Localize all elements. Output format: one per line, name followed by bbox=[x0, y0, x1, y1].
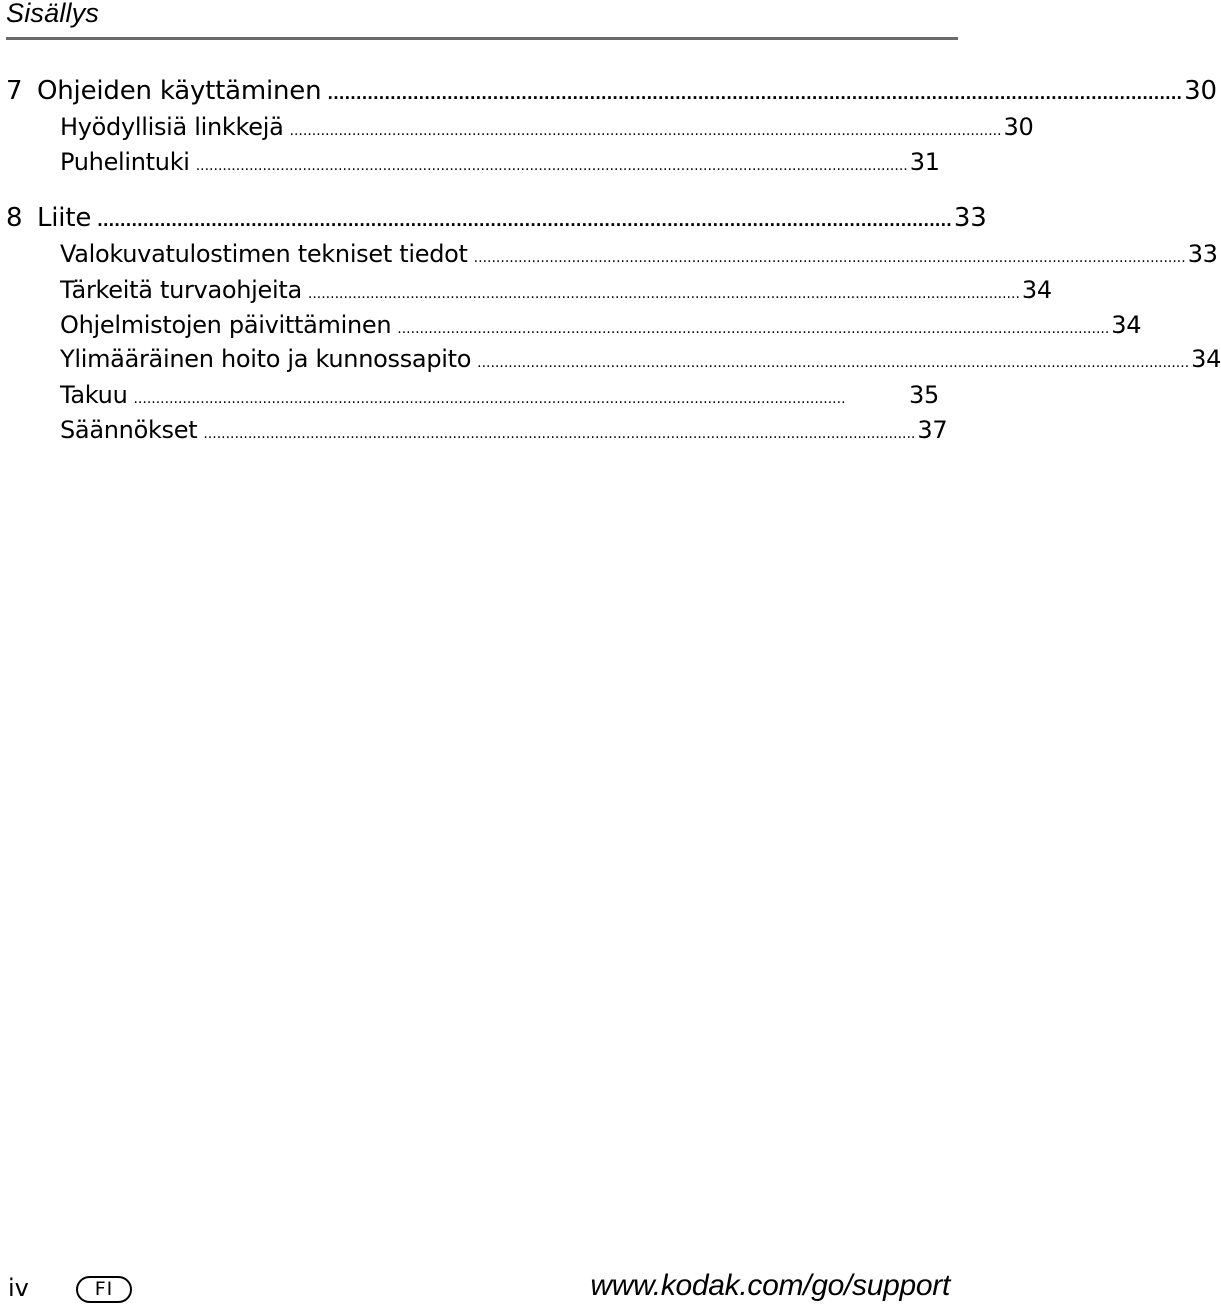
support-url-link[interactable]: www.kodak.com/go/support bbox=[590, 1269, 950, 1302]
toc-entry-regulations[interactable] bbox=[60, 413, 948, 451]
entry-title: Takuu bbox=[60, 381, 128, 409]
chapter-page-number: 30 bbox=[1184, 76, 1217, 106]
entry-title: Hyödyllisiä linkkejä bbox=[60, 113, 284, 141]
dot-leader: ................................................................................................................................................................ bbox=[397, 321, 1110, 337]
dot-leader: ................................................................................................................................................................ bbox=[473, 250, 1186, 266]
entry-page-number: 34 bbox=[1191, 345, 1221, 373]
dot-leader: ................................................................................................................................................................ bbox=[203, 426, 916, 442]
entry-title: Ylimääräinen hoito ja kunnossapito bbox=[60, 345, 472, 373]
toc-chapter-7[interactable] bbox=[6, 74, 1217, 111]
dot-leader: ...................................................................................................................................................... bbox=[327, 85, 1183, 103]
toc-entry-warranty[interactable] bbox=[60, 378, 939, 416]
dot-leader: ................................................................................................................................................................ bbox=[195, 158, 908, 174]
dot-leader: ................................................................................................................................................................ bbox=[307, 286, 1020, 302]
dot-leader: ................................................................................................................................................................ bbox=[133, 391, 846, 407]
entry-page-number: 35 bbox=[909, 381, 939, 409]
entry-title: Ohjelmistojen päivittäminen bbox=[60, 311, 392, 339]
entry-page-number: 30 bbox=[1003, 113, 1034, 141]
toc-entry-software-update[interactable] bbox=[60, 308, 1142, 346]
language-badge: FI bbox=[76, 1276, 132, 1303]
entry-title: Puhelintuki bbox=[60, 148, 190, 176]
entry-page-number: 31 bbox=[909, 148, 940, 176]
toc-chapter-8[interactable] bbox=[6, 201, 987, 238]
chapter-page-number: 33 bbox=[953, 203, 987, 233]
header-divider bbox=[6, 37, 958, 40]
dot-leader: ................................................................................................................................................................ bbox=[477, 355, 1190, 371]
entry-page-number: 34 bbox=[1021, 276, 1052, 304]
toc-entry-useful-links[interactable] bbox=[60, 110, 1034, 148]
dot-leader: ...................................................................................................................................................... bbox=[97, 212, 952, 230]
footer-page-number: iv bbox=[8, 1274, 29, 1302]
entry-page-number: 34 bbox=[1111, 311, 1142, 339]
dot-leader: ................................................................................................................................................................ bbox=[289, 123, 1002, 139]
entry-title: Tärkeitä turvaohjeita bbox=[60, 276, 302, 304]
chapter-number: 7 bbox=[6, 76, 23, 106]
entry-page-number: 33 bbox=[1187, 240, 1218, 268]
toc-entry-maintenance[interactable] bbox=[60, 342, 1221, 380]
page-title: Sisällys bbox=[6, 0, 100, 28]
chapter-title: Liite bbox=[37, 203, 92, 233]
toc-entry-printer-specs[interactable] bbox=[60, 237, 1218, 275]
chapter-number: 8 bbox=[6, 203, 23, 233]
chapter-title: Ohjeiden käyttäminen bbox=[37, 76, 322, 106]
toc-entry-phone-support[interactable] bbox=[60, 145, 939, 183]
entry-title: Valokuvatulostimen tekniset tiedot bbox=[60, 240, 468, 268]
entry-title: Säännökset bbox=[60, 416, 198, 444]
toc-entry-safety[interactable] bbox=[60, 273, 1052, 311]
entry-page-number: 37 bbox=[917, 416, 948, 444]
